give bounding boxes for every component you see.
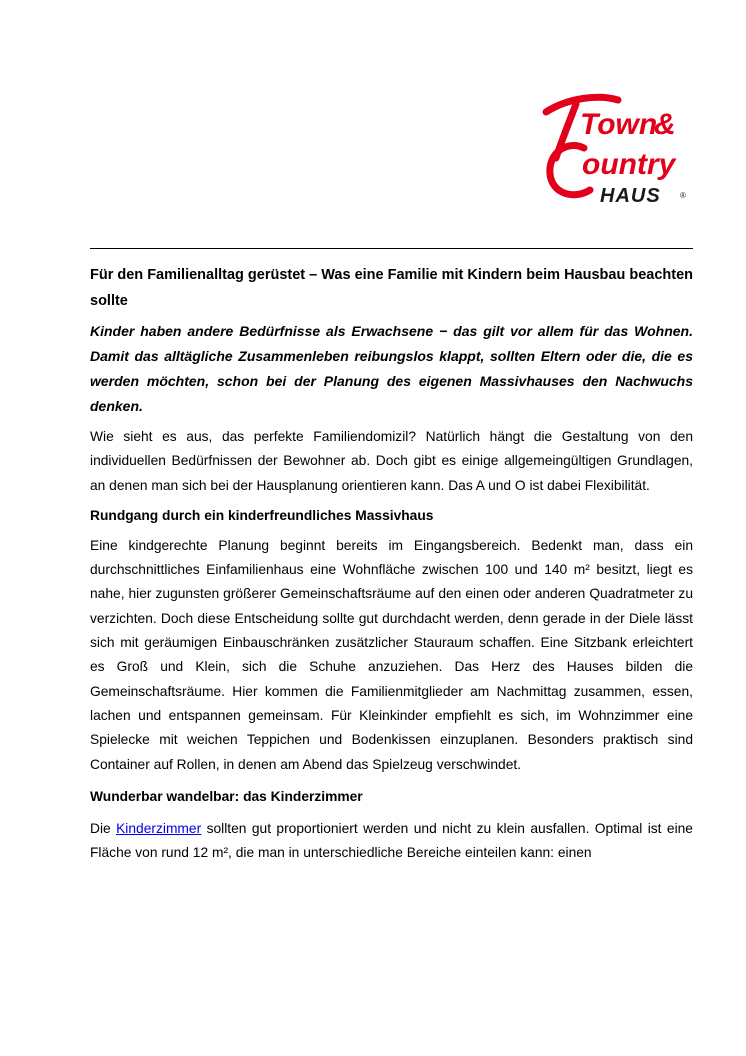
logo-registered-mark: ® — [680, 191, 686, 200]
logo-town-text: Town — [580, 108, 658, 141]
section-paragraph-rundgang: Eine kindgerechte Planung beginnt bereits im Eingangsbereich. Bedenkt man, dass ein durchschnittliches Einfamilienhaus eine Wohnfläche zwischen 100 und 140 m² besitzt, liegt es nahe, hier zugunsten größerer Gemeinschaftsräume auf den einen oder anderen Quadratmeter zu verzichten. Doch diese Entscheidung sollte gut durchdacht werden, denn gerade in der Diele lässt sich mit geräumigen Einbauschränken zusätzlicher Stauraum schaffen. Eine Sitzbank erleichtert es Groß und Klein, sich die Schuhe anzuziehen. Das Herz des Hauses bilden die Gemeinschaftsräume. Hier kommen die Familienmitglieder am Nachmittag zusammen, essen, lachen und entspannen gemeinsam. Für Kleinkinder empfiehlt es sich, im Wohnzimmer eine Spielecke mit weichen Teppichen und Bodenkissen einzuplanen. Besonders praktisch sind Container auf Rollen, in denen am Abend das Spielzeug verschwindet. — [90, 537, 693, 772]
intro-paragraph: Wie sieht es aus, das perfekte Familiendomizil? Natürlich hängt die Gestaltung von den individuellen Bedürfnissen der Bewohner ab. Doch gibt es einige allgemeingültigen Grundlagen, an denen man sich bei der Hausplanung orientieren kann. Das A und O ist dabei Flexibilität. — [90, 429, 693, 493]
paragraph-text: sollten gut proportioniert werden und nicht zu klein ausfallen. Optimal ist eine Fläche von rund 12 m², die man in unterschiedliche Bereiche einteilen kann: einen — [90, 820, 693, 861]
section-heading-rundgang: Rundgang durch ein kinderfreundliches Massivhaus — [90, 507, 434, 523]
logo-haus-text: HAUS — [600, 185, 661, 207]
logo-ampersand: & — [654, 108, 676, 141]
paragraph-prefix: Die — [90, 820, 117, 836]
header-divider — [90, 248, 693, 249]
section-heading-kinderzimmer: Wunderbar wandelbar: das Kinderzimmer — [90, 788, 363, 804]
section-paragraph-kinderzimmer — [90, 817, 693, 866]
town-and-country-haus-logo — [538, 90, 698, 210]
press-release-body — [90, 262, 693, 865]
article-lead: Kinder haben andere Bedürfnisse als Erwachsene − das gilt vor allem für das Wohnen. Damit das alltägliche Zusammenleben reibungslos klappt, sollten Eltern oder die, die es werden möchten, schon bei der Planung des eigenen Massivhauses den Nachwuchs denken. — [90, 323, 693, 414]
kinderzimmer-link[interactable]: Kinderzimmer — [116, 820, 202, 836]
article-title: Für den Familienalltag gerüstet – Was eine Familie mit Kindern beim Hausbau beachten sollte — [90, 267, 693, 309]
logo-country-text: ountry — [582, 148, 676, 181]
